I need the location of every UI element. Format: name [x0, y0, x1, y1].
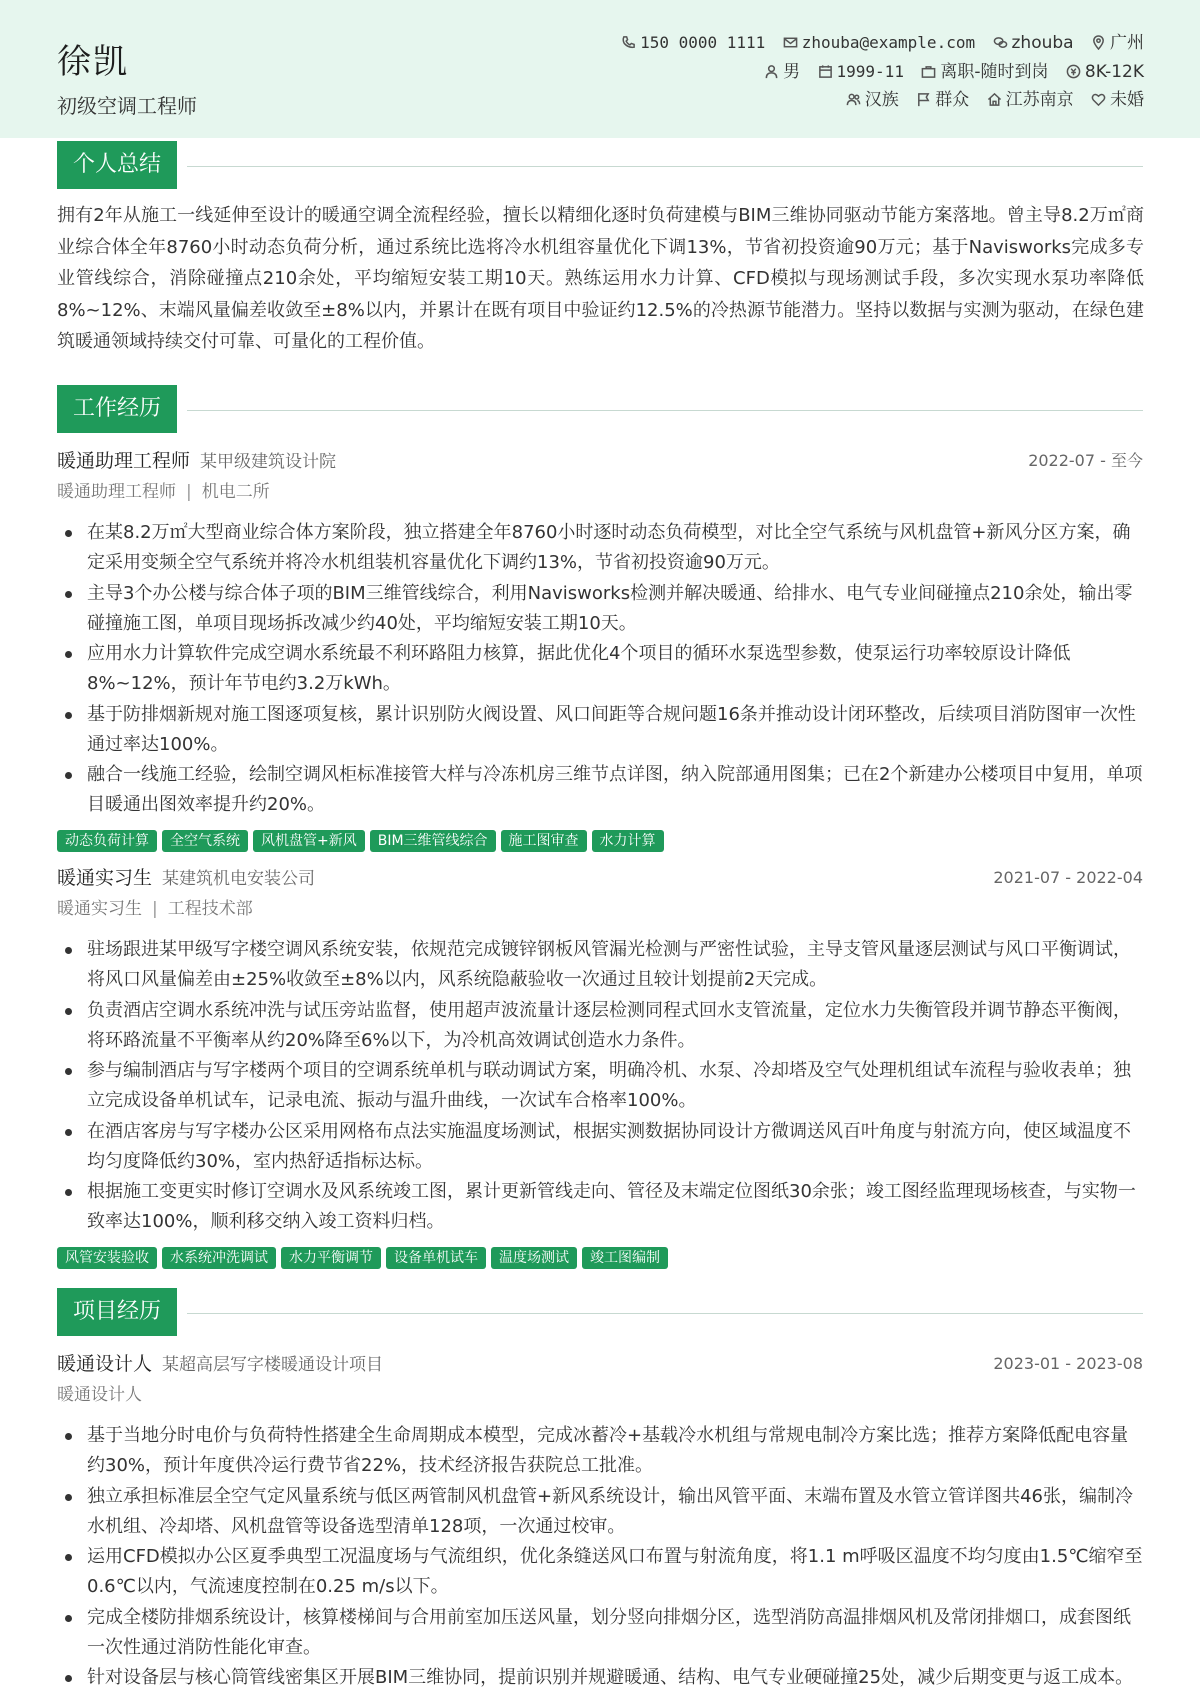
phone-item: [621, 28, 765, 58]
skill-tag: BIM三维管线综合: [370, 830, 496, 852]
section-divider: [187, 1313, 1143, 1314]
entry-bullets: [57, 1421, 1143, 1693]
calendar-icon: [818, 64, 833, 79]
entry-subline: [57, 476, 1143, 508]
separator: |: [152, 899, 158, 919]
list-item: 在某8.2万㎡大型商业综合体方案阶段，独立搭建全年8760小时逐时动态负荷模型，对比全空气系统与风机盘管+新风分区方案，确定采用变频全空气系统并将冷水机组装机容量优化下调约13%，节省初投资逾90万元。: [57, 518, 1143, 578]
entry-bullets: [57, 518, 1143, 820]
list-item: 在酒店客房与写字楼办公区采用网格布点法实施温度场测试，根据实测数据协同设计方微调送风百叶角度与射流方向，使区域温度不均匀度降低约30%，室内热舒适指标达标。: [57, 1117, 1143, 1177]
skill-tag: 全空气系统: [162, 830, 248, 852]
marital-text: 未婚: [1110, 90, 1144, 110]
city-text: 广州: [1110, 33, 1144, 53]
skill-tag: 水力计算: [592, 830, 664, 852]
contact-info: [609, 28, 1144, 115]
gender-text: 男: [783, 62, 801, 82]
entry-role: 暖通助理工程师: [57, 450, 191, 472]
section-project-header: [57, 1288, 1143, 1336]
phone-icon: [621, 35, 636, 50]
home-icon: [987, 92, 1002, 107]
hometown-text: 江苏南京: [1005, 90, 1074, 110]
skill-tags: [57, 830, 1143, 854]
entry-subline: [57, 1379, 1143, 1411]
list-item: 基于防排烟新规对施工图逐项复核，累计识别防火阀设置、风口间距等合规问题16条并推动设计闭环整改，后续项目消防图审一次性通过率达100%。: [57, 700, 1143, 760]
skill-tag: 风管安装验收: [57, 1247, 157, 1269]
list-item: 应用水力计算软件完成空调水系统最不利环路阻力核算，据此优化4个项目的循环水泵选型参数，使泵运行功率较原设计降低8%~12%，预计年节电约3.2万kWh。: [57, 639, 1143, 699]
entry-position: 暖通设计人: [57, 1385, 142, 1405]
entry-org: 某建筑机电安装公司: [162, 869, 316, 889]
work-entry: [57, 446, 1143, 854]
list-item: 主导3个办公楼与综合体子项的BIM三维管线综合，利用Navisworks检测并解决暖通、给排水、电气专业间碰撞点210余处，输出零碰撞施工图，单项目现场拆改减少约40处，平均缩短安装工期10天。: [57, 579, 1143, 639]
entry-dept: 机电二所: [201, 482, 270, 502]
summary-text: 拥有2年从施工一线延伸至设计的暖通空调全流程经验，擅长以精细化逐时负荷建模与BIM三维协同驱动节能方案落地。曾主导8.2万㎡商业综合体全年8760小时动态负荷分析，通过系统比选将冷水机组容量优化下调13%，节省初投资逾90万元；基于Navisworks完成多专业管线综合，消除碰撞点210余处，平均缩短安装工期10天。熟练运用水力计算、CFD模拟与现场测试手段，多次实现水泵功率降低8%~12%、末端风量偏差收敛至±8%以内，并累计在既有项目中验证约12.5%的冷热源节能潜力。坚持以数据与实测为驱动，在绿色建筑暖通领域持续交付可靠、可量化的工程价值。: [57, 205, 1144, 352]
entry-position: 暖通实习生: [57, 899, 142, 919]
candidate-name: 徐凯: [57, 42, 129, 82]
user-icon: [764, 64, 779, 79]
city-item: [1091, 29, 1144, 58]
heart-icon: [1091, 92, 1106, 107]
politics-item: [916, 86, 969, 115]
skill-tag: 水力平衡调节: [281, 1247, 381, 1269]
skill-tag: 风机盘管+新风: [253, 830, 365, 852]
list-item: 负责酒店空调水系统冲洗与试压旁站监督，使用超声波流量计逐层检测同程式回水支管流量，定位水力失衡管段并调节静态平衡阀，将环路流量不平衡率从约20%降至6%以下，为冷机高效调试创造水力条件。: [57, 996, 1143, 1056]
section-divider: [187, 410, 1143, 411]
list-item: 针对设备层与核心筒管线密集区开展BIM三维协同，提前识别并规避暖通、结构、电气专业硬碰撞25处，减少后期变更与返工成本。: [57, 1663, 1143, 1693]
phone-text: 150 0000 1111: [640, 33, 766, 52]
skill-tag: 设备单机试车: [386, 1247, 486, 1269]
status-text: 离职-随时到岗: [940, 62, 1049, 82]
entry-org: 某甲级建筑设计院: [200, 452, 337, 472]
separator: |: [186, 482, 192, 502]
mail-icon: [783, 35, 798, 50]
money-icon: [1066, 64, 1081, 79]
status-item: [921, 58, 1048, 87]
list-item: 完成全楼防排烟系统设计，核算楼梯间与合用前室加压送风量，划分竖向排烟分区，选型消防高温排烟风机及常闭排烟口，成套图纸一次性通过消防性能化审查。: [57, 1603, 1143, 1663]
skill-tag: 施工图审查: [501, 830, 587, 852]
list-item: 融合一线施工经验，绘制空调风柜标准接管大样与冷冻机房三维节点详图，纳入院部通用图集；已在2个新建办公楼项目中复用，单项目暖通出图效率提升约20%。: [57, 760, 1143, 820]
entry-role: 暖通实习生: [57, 867, 153, 889]
work-entry: [57, 863, 1143, 1271]
section-divider: [187, 166, 1143, 167]
email-item[interactable]: [783, 28, 975, 58]
list-item: 参与编制酒店与写字楼两个项目的空调系统单机与联动调试方案，明确冷机、水泵、冷却塔及空气处理机组试车流程与验收表单；独立完成设备单机试车，记录电流、振动与温升曲线，一次试车合格率100%。: [57, 1056, 1143, 1116]
entry-org: 某超高层写字楼暖通设计项目: [162, 1355, 384, 1375]
gender-item: [764, 58, 800, 87]
email-text: zhouba@example.com: [801, 33, 976, 52]
list-item: 基于当地分时电价与负荷特性搭建全生命周期成本模型，完成冰蓄冷+基载冷水机组与常规电制冷方案比选；推荐方案降低配电容量约30%，预计年度供冷运行费节省22%，技术经济报告获院总工批准。: [57, 1421, 1143, 1481]
entry-subline: [57, 893, 1143, 925]
entry-role: 暖通设计人: [57, 1353, 153, 1375]
list-item: 运用CFD模拟办公区夏季典型工况温度场与气流组织，优化条缝送风口布置与射流角度，将1.1 m呼吸区温度不均匀度由1.5℃缩窄至0.6℃以内，气流速度控制在0.25 m/s以下。: [57, 1542, 1143, 1602]
marital-item: [1091, 86, 1144, 115]
skill-tag: 动态负荷计算: [57, 830, 157, 852]
section-summary-header: [57, 141, 1143, 189]
briefcase-icon: [921, 64, 936, 79]
birth-text: 1999-11: [836, 62, 904, 81]
salary-item: [1066, 58, 1144, 87]
section-title: 个人总结: [57, 141, 177, 189]
list-item: 独立承担标准层全空气定风量系统与低区两管制风机盘管+新风系统设计，输出风管平面、末端布置及水管立管详图共46张，编制冷水机组、冷却塔、风机盘管等设备选型清单128项，一次通过校审。: [57, 1482, 1143, 1542]
skill-tag: 水系统冲洗调试: [162, 1247, 276, 1269]
skill-tags: [57, 1247, 1143, 1271]
entry-dept: 工程技术部: [167, 899, 253, 919]
resume-header: [0, 0, 1200, 138]
ethnicity-text: 汉族: [864, 90, 899, 110]
list-item: 驻场跟进某甲级写字楼空调风系统安装，依规范完成镀锌钢板风管漏光检测与严密性试验，主导支管风量逐层测试与风口平衡调试，将风口风量偏差由±25%收敛至±8%以内，风系统隐蔽验收一次通过且较计划提前2天完成。: [57, 935, 1143, 995]
section-title: 工作经历: [57, 385, 177, 433]
skill-tag: 竣工图编制: [582, 1247, 668, 1269]
chat-icon: [993, 35, 1008, 50]
section-work-header: [57, 385, 1143, 433]
ethnicity-item: [846, 86, 899, 115]
project-entry: [57, 1349, 1143, 1694]
candidate-job-title: 初级空调工程师: [57, 94, 197, 118]
users-icon: [846, 92, 861, 107]
flag-icon: [916, 92, 931, 107]
birth-item: [818, 57, 904, 87]
entry-date: 2023-01 - 2023-08: [993, 1354, 1143, 1373]
section-title: 项目经历: [57, 1288, 177, 1336]
list-item: 根据施工变更实时修订空调水及风系统竣工图，累计更新管线走向、管径及末端定位图纸30余张；竣工图经监理现场核查，与实物一致率达100%，顺利移交纳入竣工资料归档。: [57, 1177, 1143, 1237]
wechat-text: zhouba: [1011, 33, 1074, 53]
salary-text: 8K-12K: [1084, 62, 1144, 82]
entry-bullets: [57, 935, 1143, 1237]
wechat-item: [993, 29, 1074, 58]
entry-date: 2021-07 - 2022-04: [993, 868, 1143, 887]
entry-position: 暖通助理工程师: [57, 482, 176, 502]
politics-text: 群众: [935, 90, 970, 110]
entry-date: 2022-07 - 至今: [1028, 451, 1143, 470]
hometown-item: [987, 86, 1074, 115]
skill-tag: 温度场测试: [491, 1247, 577, 1269]
location-icon: [1091, 35, 1106, 50]
